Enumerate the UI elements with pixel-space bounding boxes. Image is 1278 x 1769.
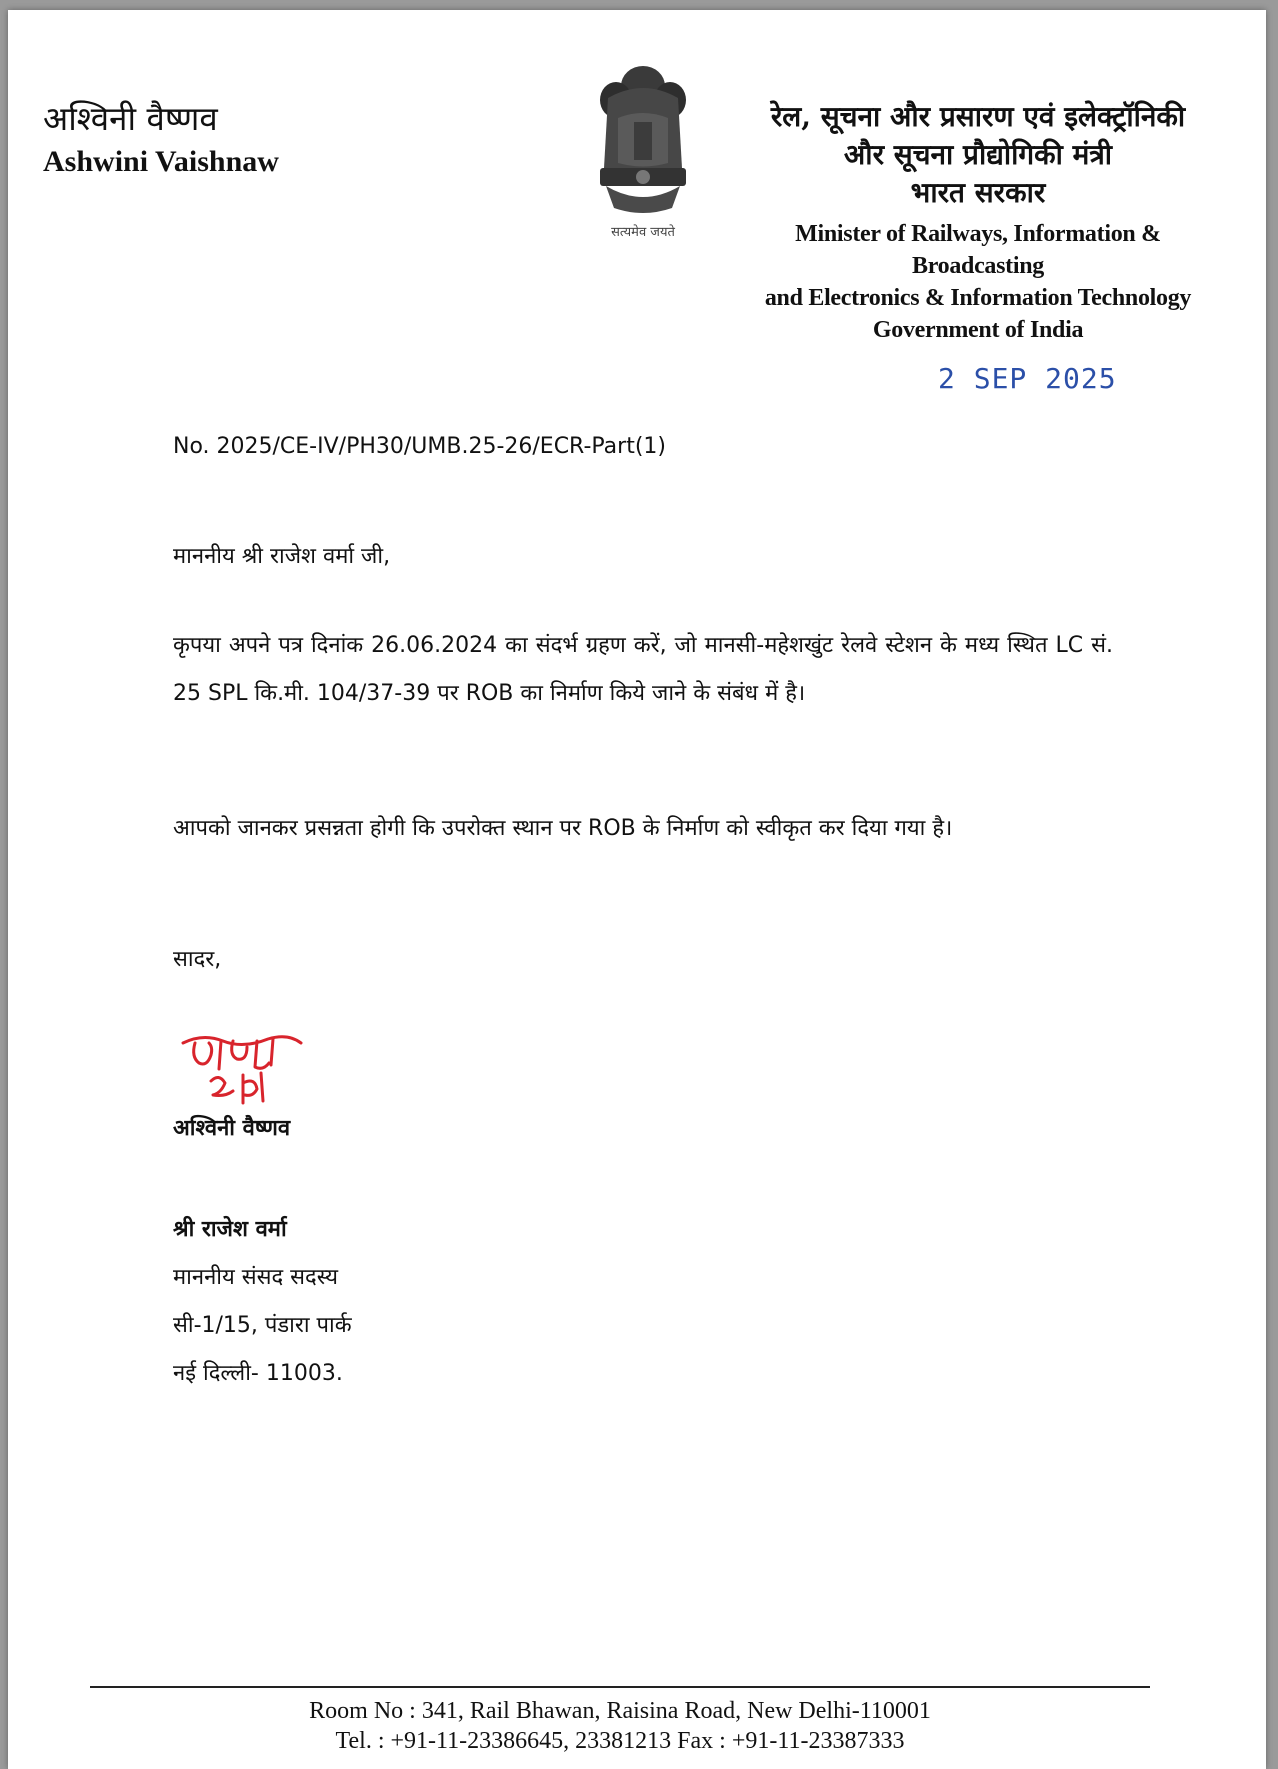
closing: सादर, xyxy=(173,947,222,972)
signature-icon xyxy=(173,1025,313,1115)
addressee-name: श्री राजेश वर्मा xyxy=(173,1217,287,1242)
minister-name-english: Ashwini Vaishnaw xyxy=(43,145,279,178)
signer-name: अश्विनी वैष्णव xyxy=(173,1116,291,1141)
footer-divider xyxy=(90,1686,1150,1688)
letter-paragraph-1: कृपया अपने पत्र दिनांक 26.06.2024 का संदर्भ ग्रहण करें, जो मानसी-महेशखुंट रेलवे स्टेशन के मध्य स्थित LC सं. 25 SPL कि.मी. 104/37-39 पर ROB का निर्माण किये जाने के संबंध में है। xyxy=(173,633,1113,706)
designation-hindi-line-3: भारत सरकार xyxy=(910,176,1046,209)
designation-english-line-3: Government of India xyxy=(872,317,1084,343)
addressee-line-2: सी-1/15, पंडारा पार्क xyxy=(173,1313,352,1338)
letter-paragraph-2: आपको जानकर प्रसन्नता होगी कि उपरोक्त स्थान पर ROB के निर्माण को स्वीकृत कर दिया गया है। xyxy=(173,816,953,841)
letter-page xyxy=(8,10,1266,1769)
designation-english-line-1: Minister of Railways, Information & Broadcasting xyxy=(795,221,1161,279)
minister-name-hindi: अश्विनी वैष्णव xyxy=(43,99,218,138)
salutation: माननीय श्री राजेश वर्मा जी, xyxy=(173,544,391,569)
footer-address: Room No : 341, Rail Bhawan, Raisina Road, New Delhi-110001 xyxy=(309,1698,931,1724)
designation-block xyxy=(728,98,1228,346)
date-stamp: 2 SEP 2025 xyxy=(938,362,1117,395)
addressee-line-3: नई दिल्ली- 11003. xyxy=(173,1361,343,1386)
designation-hindi-line-2: और सूचना प्रौद्योगिकी मंत्री xyxy=(843,138,1113,171)
addressee-line-1: माननीय संसद सदस्य xyxy=(173,1265,339,1290)
emblem-motto: सत्यमेव जयते xyxy=(611,225,675,240)
national-emblem-icon xyxy=(568,58,718,258)
footer-contact: Tel. : +91-11-23386645, 23381213 Fax : +91-11-23387333 xyxy=(335,1728,905,1754)
designation-hindi-line-1: रेल, सूचना और प्रसारण एवं इलेक्ट्रॉनिकी xyxy=(770,100,1186,133)
reference-number: No. 2025/CE-IV/PH30/UMB.25-26/ECR-Part(1) xyxy=(173,434,666,459)
designation-english-line-2: and Electronics & Information Technology xyxy=(764,285,1192,311)
